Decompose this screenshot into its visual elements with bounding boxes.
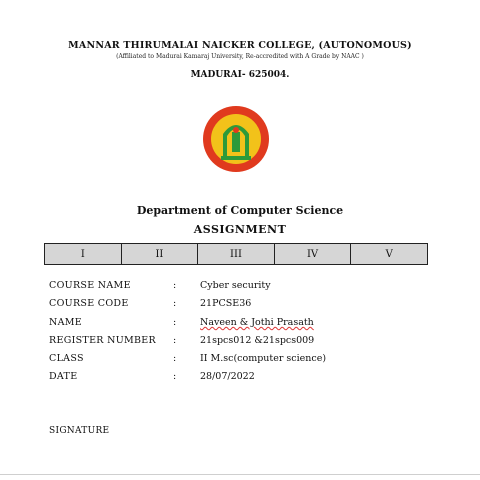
assignment-title: ASSIGNMENT [193,223,287,236]
info-colon: : [173,335,177,346]
info-label: COURSE NAME [49,280,131,291]
info-value: Naveen & Jothi Prasath [200,317,314,328]
info-value: 21PCSE36 [200,298,252,309]
info-colon: : [173,280,177,291]
info-colon: : [173,353,177,364]
info-value: Cyber security [200,280,271,291]
info-label: REGISTER NUMBER [49,335,156,346]
page-divider [0,474,480,475]
info-label: CLASS [49,353,84,364]
info-value: 21spcs012 &21spcs009 [200,335,315,346]
grade-col-1: I [45,244,122,265]
info-colon: : [173,371,177,382]
college-name: MANNAR THIRUMALAI NAICKER COLLEGE, (AUTONOMOUS) [68,40,412,51]
info-value: 28/07/2022 [200,371,255,382]
info-colon: : [173,317,177,328]
info-label: COURSE CODE [49,298,129,309]
info-colon: : [173,298,177,309]
grade-table [44,243,428,265]
grade-col-4: IV [274,244,351,265]
signature-label: SIGNATURE [49,426,110,436]
department-title: Department of Computer Science [136,204,344,217]
grade-col-3: III [198,244,275,265]
info-label: NAME [49,317,83,328]
grade-col-5: V [351,244,428,265]
college-city: MADURAI- 625004. [190,70,290,80]
info-value: II M.sc(computer science) [200,353,327,364]
affiliation-line: (Affiliated to Madurai Kamaraj University, Re-accredited with A Grade by NAAC ) [116,53,364,60]
grade-col-2: II [121,244,198,265]
info-label: DATE [49,371,78,382]
college-emblem-icon [201,104,271,174]
